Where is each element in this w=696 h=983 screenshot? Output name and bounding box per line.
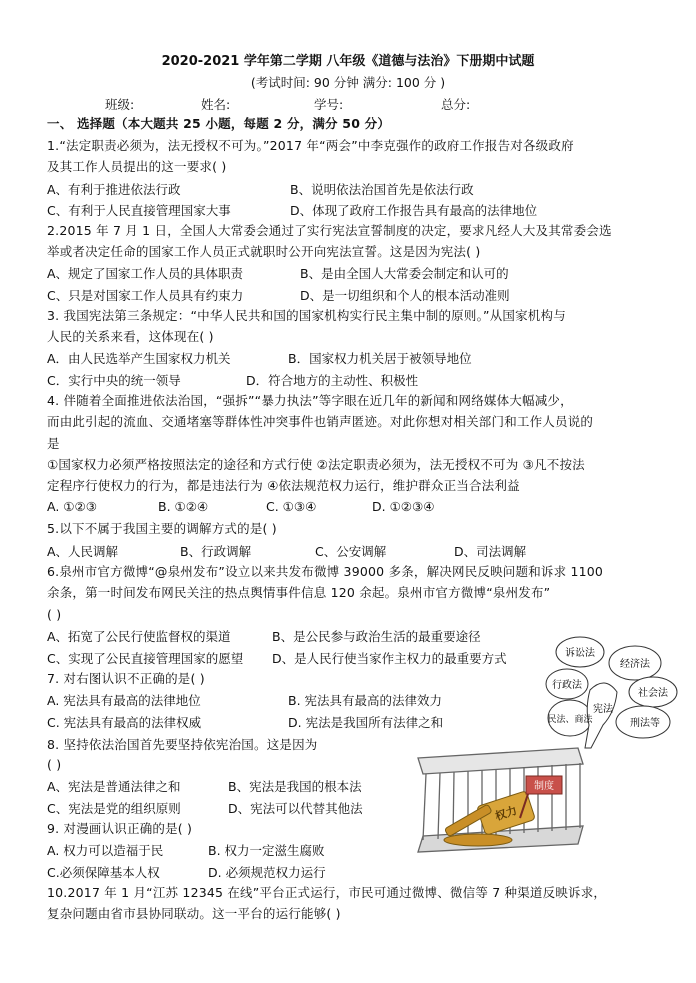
question-4-stem-cont: 而由此引起的流血、交通堵塞等群体性冲突事件也销声匿迹。对此你想对相关部门和工作人员说的	[47, 414, 594, 429]
q1-option-a: A、有利于推进依法行政	[47, 182, 181, 197]
question-6-stem-cont: 余条，第一时间发布网民关注的热点舆情事件信息 120 余起。泉州市官方微博“泉州发布”	[47, 585, 551, 600]
q2-option-c: C、只是对国家工作人员具有约束力	[47, 288, 244, 303]
q5-option-b: B、行政调解	[180, 544, 252, 559]
exam-title: 2020-2021 学年第二学期 八年级《道德与法治》下册期中试题	[161, 54, 535, 69]
q3-option-b: B．国家权力机关居于被领导地位	[288, 351, 472, 366]
law-petal-6: 行政法	[552, 680, 582, 691]
question-3-stem-cont: 人民的关系来看，这体现在( )	[47, 329, 214, 344]
q6-option-b: B、是公民参与政治生活的最重要途径	[272, 629, 481, 644]
q5-option-d: D、司法调解	[454, 544, 527, 559]
law-petal-4: 刑法等	[630, 718, 660, 729]
q6-option-a: A、拓宽了公民行使监督权的渠道	[47, 629, 231, 644]
q9-option-d: D. 必须规范权力运行	[208, 865, 326, 880]
law-petal-1: 诉讼法	[565, 648, 595, 659]
exam-subtitle: (考试时间: 90 分钟 满分: 100 分 )	[250, 75, 446, 90]
q2-option-a: A、规定了国家工作人员的具体职责	[47, 266, 244, 281]
q9-option-c: C.必须保障基本人权	[47, 865, 160, 880]
question-8-stem: 8. 坚持依法治国首先要坚持依宪治国。这是因为	[47, 737, 318, 752]
q3-option-a: A．由人民选举产生国家权力机关	[47, 351, 231, 366]
question-1-stem: 1.“法定职责必须为，法无授权不可为。”2017 年“两会”中李克强作的政府工作报告对各级政府	[47, 138, 574, 153]
question-2-stem: 2.2015 年 7 月 1 日，全国人大常委会通过了实行宪法宣誓制度的决定，要求凡经人大及其常委会选	[47, 223, 612, 238]
q4-option-c: C. ①③④	[266, 499, 317, 514]
q2-option-d: D、是一切组织和个人的根本活动准则	[300, 288, 510, 303]
question-10-stem: 10.2017 年 1 月“江苏 12345 在线”平台正式运行，市民可通过微博、微信等 7 种渠道反映诉求，	[47, 885, 607, 900]
q1-option-d: D、体现了政府工作报告具有最高的法律地位	[290, 203, 538, 218]
question-2-stem-cont: 举或者决定任命的国家工作人员正式就职时公开向宪法宣誓。这是因为宪法( )	[47, 244, 481, 259]
q9-option-b: B. 权力一定滋生腐败	[208, 843, 325, 858]
class-label: 班级:	[105, 97, 135, 112]
question-4-stem: 4. 伴随着全面推进依法治国，“强拆”“暴力执法”等字眼在近几年的新闻和网络媒体大幅减少，	[47, 393, 573, 408]
question-8-blank: ( )	[47, 757, 62, 772]
q3-option-c: C．实行中央的统一领导	[47, 373, 181, 388]
q7-option-d: D. 宪法是我国所有法律之和	[288, 715, 444, 730]
question-4-statements-cont: 定程序行使权力的行为，都是违法行为 ④依法规范权力运行，维护群众正当合法利益	[47, 478, 520, 493]
q1-option-b: B、说明依法治国首先是依法行政	[290, 182, 474, 197]
question-4-stem-end: 是	[47, 436, 60, 451]
question-6-blank: ( )	[47, 607, 62, 622]
section-heading: 一、 选择题（本大题共 25 小题，每题 2 分，满分 50 分）	[47, 116, 391, 131]
q8-option-d: D、宪法可以代替其他法	[228, 801, 363, 816]
q4-option-d: D. ①②③④	[372, 499, 435, 514]
law-petal-3: 社会法	[638, 688, 668, 699]
law-petal-2: 经济法	[620, 659, 650, 670]
law-center: 宪法	[593, 704, 613, 715]
q6-option-d: D、是人民行使当家作主权力的最重要方式	[272, 651, 507, 666]
question-5-stem: 5.以下不属于我国主要的调解方式的是( )	[47, 521, 277, 536]
question-4-statements: ①国家权力必须严格按照法定的途径和方式行使 ②法定职责必须为，法无授权不可为 ③凡不按法	[47, 457, 585, 472]
q4-option-b: B. ①②④	[158, 499, 209, 514]
question-9-stem: 9. 对漫画认识正确的是( )	[47, 821, 193, 836]
q5-option-c: C、公安调解	[315, 544, 387, 559]
q7-option-c: C. 宪法具有最高的法律权威	[47, 715, 202, 730]
law-petal-5: 民法、商法	[547, 715, 593, 725]
q3-option-d: D．符合地方的主动性、积极性	[246, 373, 419, 388]
total-score-label: 总分:	[441, 97, 471, 112]
cage-sign-label: 制度	[534, 781, 554, 792]
student-id-label: 学号:	[314, 97, 344, 112]
cage-hammer-label: 权力	[493, 803, 519, 824]
q4-option-a: A. ①②③	[47, 499, 97, 514]
question-6-stem: 6.泉州市官方微博“@泉州发布”设立以来共发布微博 39000 多条，解决网民反映问题和诉求 1100	[47, 564, 604, 579]
q1-option-c: C、有利于人民直接管理国家大事	[47, 203, 231, 218]
name-label: 姓名:	[201, 97, 231, 112]
q2-option-b: B、是由全国人大常委会制定和认可的	[300, 266, 509, 281]
question-7-stem: 7. 对右图认识不正确的是( )	[47, 671, 205, 686]
q8-option-c: C、宪法是党的组织原则	[47, 801, 181, 816]
law-system-figure	[545, 630, 680, 755]
q7-option-a: A. 宪法具有最高的法律地位	[47, 693, 201, 708]
question-10-stem-cont: 复杂问题由省市县协同联动。这一平台的运行能够( )	[47, 906, 341, 921]
q6-option-c: C、实现了公民直接管理国家的愿望	[47, 651, 244, 666]
power-cage-cartoon	[408, 740, 588, 855]
q8-option-b: B、宪法是我国的根本法	[228, 779, 362, 794]
q5-option-a: A、人民调解	[47, 544, 119, 559]
q8-option-a: A、宪法是普通法律之和	[47, 779, 181, 794]
q7-option-b: B. 宪法具有最高的法律效力	[288, 693, 443, 708]
question-3-stem: 3. 我国宪法第三条规定：“中华人民共和国的国家机构实行民主集中制的原则。”从国家机构与	[47, 308, 566, 323]
q9-option-a: A. 权力可以造福于民	[47, 843, 164, 858]
question-1-stem-cont: 及其工作人员提出的这一要求( )	[47, 159, 227, 174]
